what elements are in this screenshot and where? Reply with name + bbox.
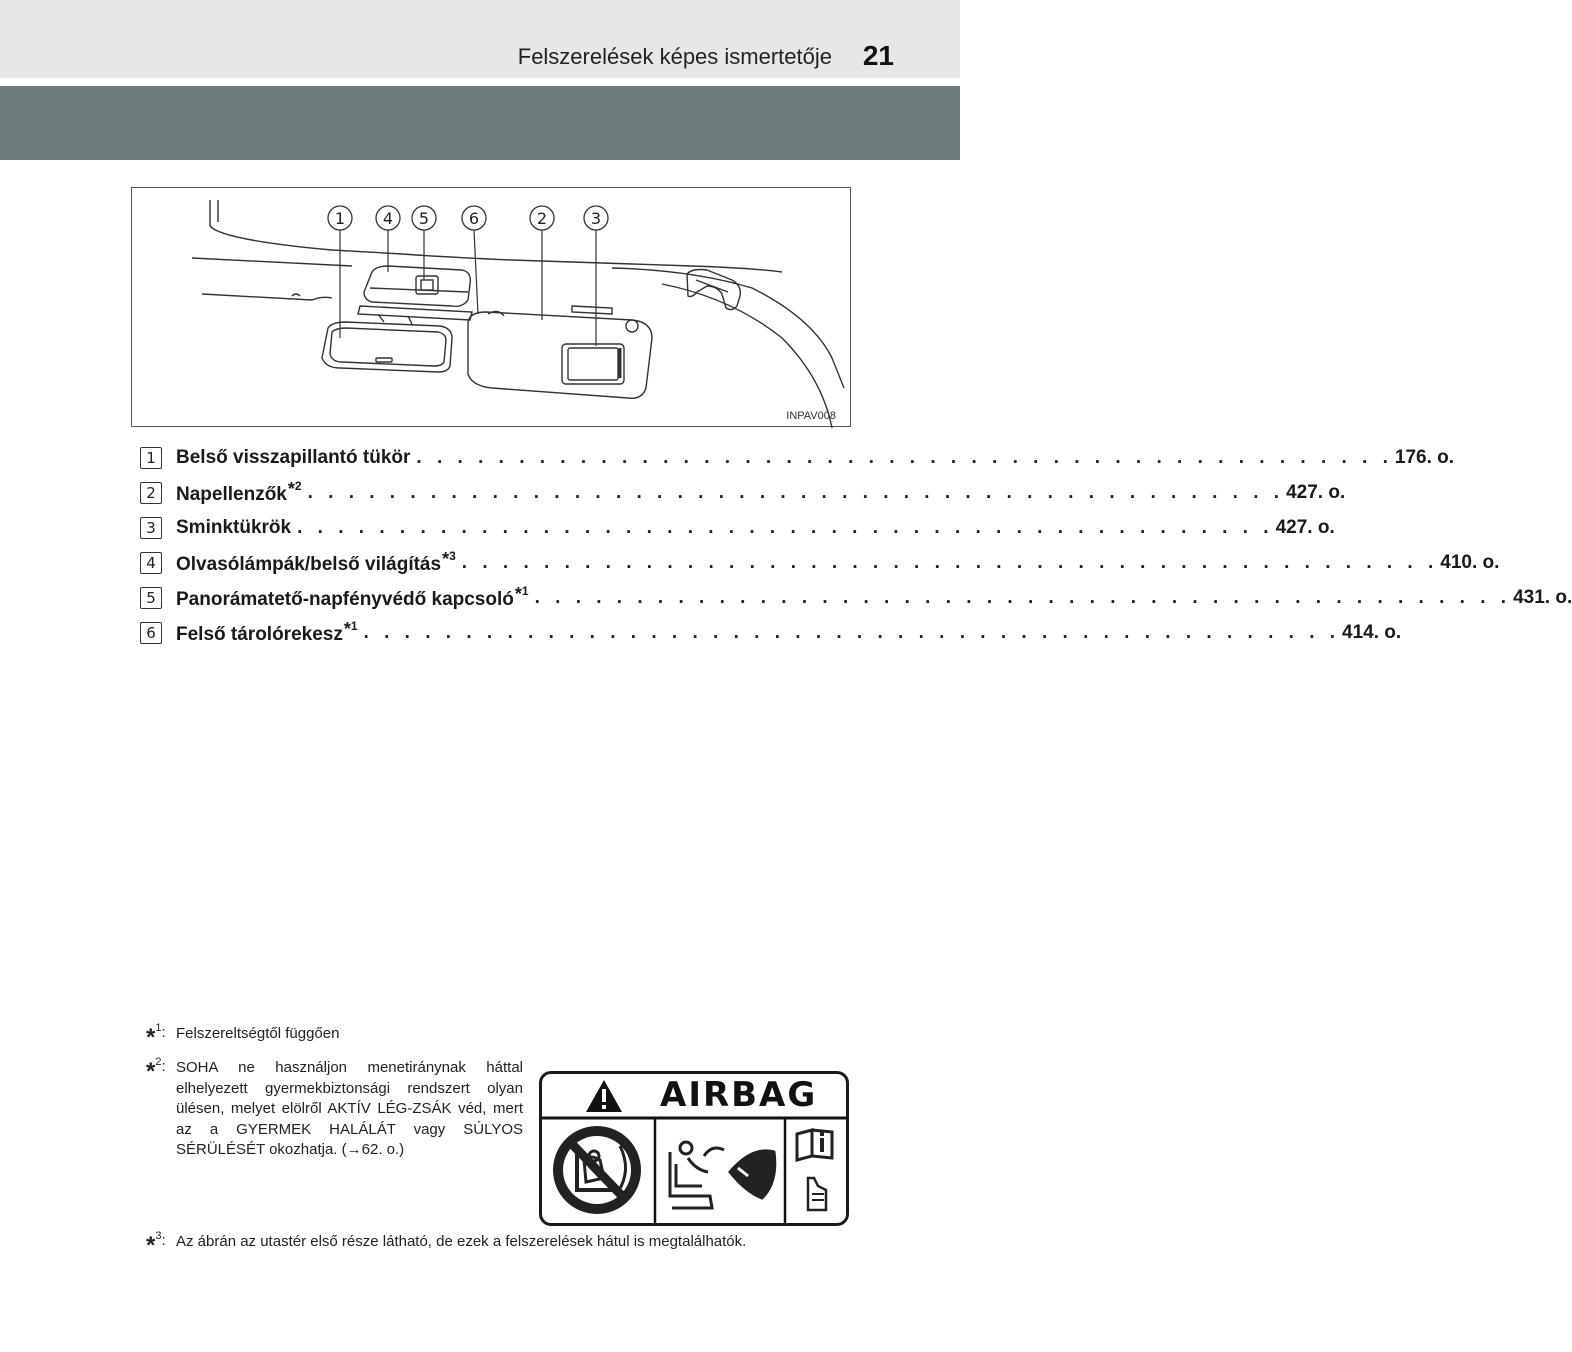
read-manual-icon [797,1130,832,1210]
leader-dots: . . . . . . . . . . . . . . . . . . . . . . . . . . . . . . . . . . . . . . . . . . . . . . . . [416,446,1393,468]
item-number: 3 [140,517,162,539]
figure-code: INPAV008 [786,410,836,422]
leader-dots: . . . . . . . . . . . . . . . . . . . . . . . . . . . . . . . . . . . . . . . . . . . . . . . . [307,481,1285,503]
callout-4: 4 [382,209,394,228]
item-number: 4 [140,552,162,574]
footnote-ref: *1 [514,584,529,604]
item-label: Olvasólámpák/belső világítás$^{*3}$ [176,549,456,575]
item-page-ref: 414. o. [1342,621,1402,643]
warning-triangle-icon [586,1080,622,1112]
footnote-ref: *1 [343,619,358,639]
list-item [140,545,1500,580]
header-band [0,86,960,160]
callout-2: 2 [536,209,548,228]
footnote-mark: *$^3$: [146,1230,166,1259]
callout-6: 6 [468,209,480,228]
overhead-console-drawing [132,188,852,428]
footnote-text: Az ábrán az utastér első része látható, de ezek a felszerelések hátul is megtalálhatók. [176,1233,747,1250]
list-item [140,510,1335,545]
callout-3: 3 [590,209,602,228]
callout-1: 1 [334,209,346,228]
footnote-mark: *$^2$: [146,1056,166,1085]
item-number: 6 [140,622,162,644]
leader-dots: . . . . . . . . . . . . . . . . . . . . . . . . . . . . . . . . . . . . . . . . . . . . . . . . [534,586,1512,608]
footnote-ref: *3 [442,549,456,569]
item-label: Belső visszapillantó tükör [176,446,411,468]
footnote-text: SOHA ne használjon menetiránynak háttal elhelyezett gyermekbiztonsági rendszert olyan ülésen, melyet elölről AKTÍV LÉG-ZSÁK véd, mert az a GYERMEK HALÁLÁT vagy SÚLYOS SÉRÜLÉSÉT okozhatja. (→62. o.) [176,1059,523,1158]
item-number: 1 [140,447,162,469]
section-title: Felszerelések képes ismertetője [517,44,832,69]
list-item [140,615,1402,650]
list-item [140,440,1455,475]
footnote-mark: *$^1$: [146,1022,166,1051]
item-page-ref: 427. o. [1275,516,1335,538]
leader-dots: . . . . . . . . . . . . . . . . . . . . . . . . . . . . . . . . . . . . . . . . . . . . . . . . [363,621,1341,643]
footnote-text: Felszereltségtől függően [176,1025,340,1042]
callout-5: 5 [418,209,430,228]
equipment-list [140,440,1572,650]
interior-illustration [131,187,851,427]
item-label: Napellenzők$^{*2}$ [176,479,302,505]
list-item [140,475,1346,510]
page-number: 21 [862,40,894,71]
leader-dots: . . . . . . . . . . . . . . . . . . . . . . . . . . . . . . . . . . . . . . . . . . . . . . . . [461,551,1439,573]
footnote-ref: *2 [287,479,302,499]
item-page-ref: 176. o. [1394,446,1455,468]
airbag-warning-label [539,1071,849,1226]
item-number: 2 [140,482,162,504]
item-label: Felső tárolórekesz$^{*1}$ [176,619,358,645]
item-number: 5 [140,587,162,609]
airbag-title: AIRBAG [660,1075,818,1115]
list-item [140,580,1572,615]
item-page-ref: 431. o. [1513,586,1572,608]
item-label: Sminktükrök [176,516,292,538]
item-page-ref: 427. o. [1286,481,1346,503]
item-page-ref: 410. o. [1440,551,1500,573]
item-label: Panorámatető-napfényvédő kapcsoló$^{*1}$ [176,584,529,610]
leader-dots: . . . . . . . . . . . . . . . . . . . . . . . . . . . . . . . . . . . . . . . . . . . . . . . . [297,516,1274,538]
airbag-deployment-icon [670,1142,775,1208]
no-rear-facing-seat-icon [553,1126,641,1214]
